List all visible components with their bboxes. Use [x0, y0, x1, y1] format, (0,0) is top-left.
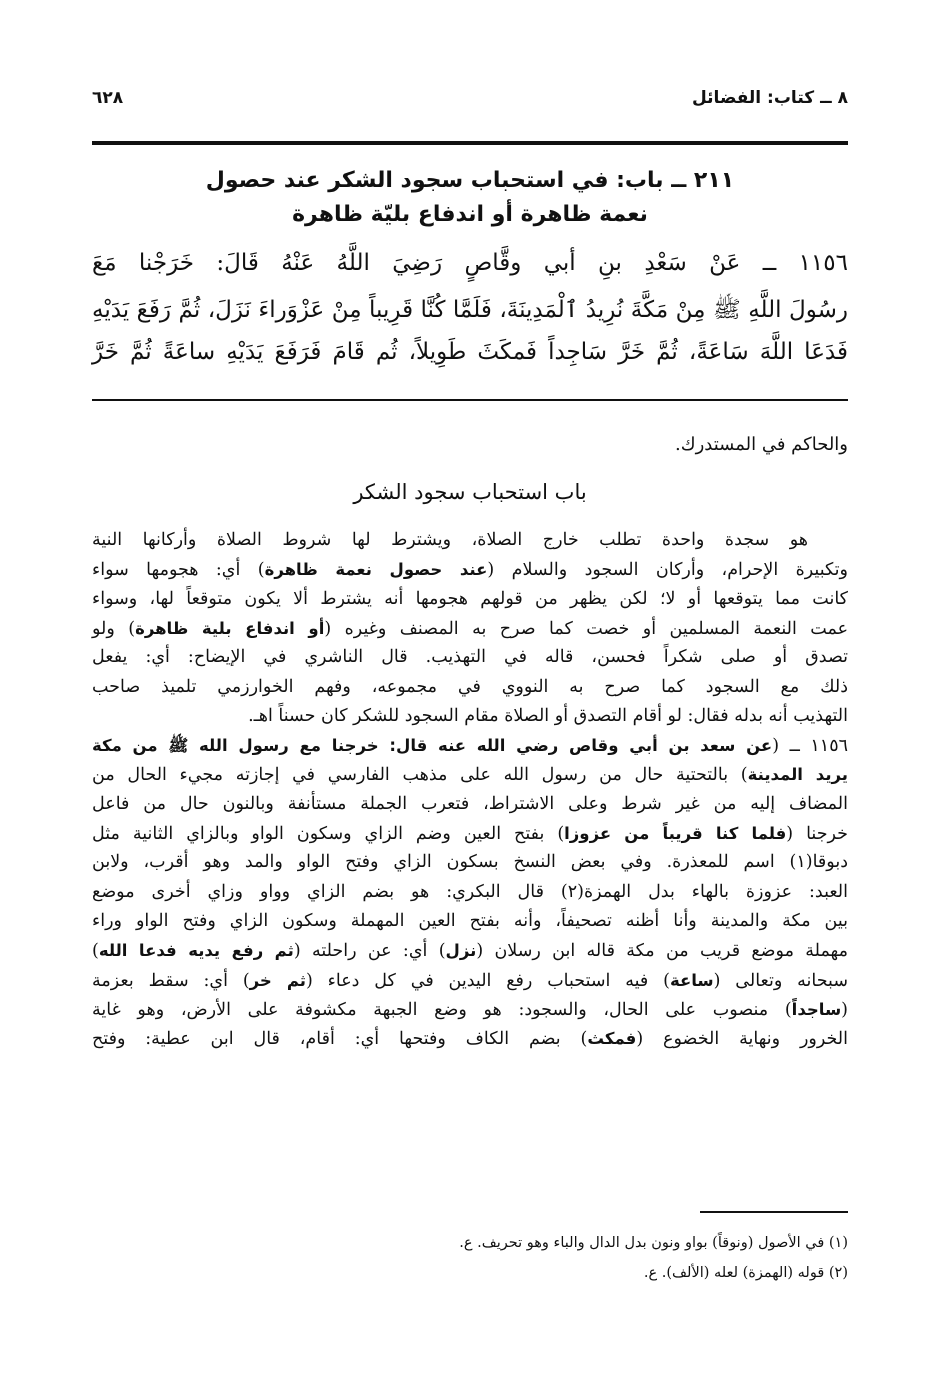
running-header-book-title: ٨ ــ كتاب: الفضائل [692, 88, 848, 108]
hadith-line: ١١٥٦ ــ عَنْ سَعْدِ بنِ أبي وقَّاصٍ رَضِيَ اللَّهُ عَنْهُ قَالَ: خَرَجْنا مَعَ [92, 250, 848, 276]
text-segment: ) أي: سقط بعزمة [92, 970, 250, 991]
carryover-line: والحاكم في المستدرك. [675, 434, 848, 455]
text-segment: المضاف إليه من غير شرط وعلى الاشتراط، فتعرب الجملة مستأنفة وبالنون حال من فاعل [92, 793, 848, 814]
bold-quoted-phrase: ثم خر [249, 970, 306, 990]
text-segment: تصدق أو صلى شكراً فحسن، قاله في التهذيب. قال الناشري في الإيضاح: أي: يفعل [92, 647, 848, 668]
body-line [92, 819, 848, 848]
body-line [92, 526, 848, 555]
text-segment: سبحانه وتعالى ( [713, 970, 848, 991]
body-line [92, 614, 848, 643]
text-segment: ذلك مع السجود كما صرح به النووي في مجموعه، وفهم الخوارزمي تلميذ صاحب [92, 676, 848, 697]
text-segment: العبد: عزوزة بالهاء بدل الهمزة(٢) قال البكري: هو بضم الزاي وواو وزاي أخرى موضع [92, 881, 848, 902]
body-line [92, 760, 848, 789]
bold-quoted-phrase: فلما كنا قريباً من عزوزا [564, 824, 787, 843]
footnote-2: (٢) قوله (الهمزة) لعله (الألف). ع. [643, 1265, 848, 1281]
body-line [92, 1024, 848, 1053]
body-line [92, 585, 848, 614]
bold-quoted-phrase: عن سعد بن أبي وقاص رضي الله عنه قال: خرجنا مع رسول الله ﷺ من مكة [92, 736, 773, 756]
commentary-heading: باب استحباب سجود الشكر [353, 480, 587, 504]
text-segment: ( [841, 999, 848, 1020]
body-line [92, 702, 848, 731]
chapter-title-line-1: ٢١١ ــ باب: في استحباب سجود الشكر عند حصول [205, 168, 735, 193]
text-segment: ) أي: عن راحلته ( [293, 941, 446, 962]
bold-quoted-phrase: أو اندفاع بلية ظاهرة [135, 618, 325, 638]
text-segment: دبوقا(١) اسم للمعذرة. وفي بعض النسخ بسكون الزاي وفتح الواو والمد وهو أقرب، ولابن [92, 852, 848, 873]
body-line [92, 995, 848, 1024]
footnote-rule [700, 1211, 848, 1213]
bold-quoted-phrase: يريد المدينة [747, 765, 848, 785]
text-segment: الخرور ونهاية الخضوع ( [636, 1029, 848, 1050]
body-line [92, 673, 848, 702]
body-line [92, 966, 848, 995]
text-segment: ) بالتحتية حال من رسول الله على مذهب الفارسي في إجازته مجيء الحال من [92, 765, 748, 786]
body-line [92, 936, 848, 965]
text-segment: بين مكة والمدينة وأنا أظنه تصحيفاً، وأنه بفتح العين المهملة وسكون الزاي وفتح الواو وراء [92, 910, 848, 931]
bold-quoted-phrase: ثم رفع يديه فدعا الله [98, 941, 294, 961]
header-rule [92, 141, 848, 145]
text-segment: ) ولو [92, 618, 136, 639]
body-line [92, 731, 848, 760]
text-segment: هو سجدة واحدة تطلب خارج الصلاة، ويشترط لها شروط الصلاة وأركانها النية [92, 530, 808, 550]
body-line [92, 643, 848, 672]
bold-quoted-phrase: ساجداً [791, 999, 842, 1019]
hadith-line: فَدَعَا اللَّهَ سَاعَةً، ثُمَّ خَرَّ سَاجِداً فَمكَثَ طَوِيلاً، ثُم قَامَ فَرَفَعَ يَدَيْهِ ساعَةً ثُمَّ خَرَّ [92, 339, 848, 365]
text-segment: عمت النعمة المسلمين أو خصت كما صرح به المصنف وغيره ( [324, 618, 849, 639]
chapter-title-line-2: نعمة ظاهرة أو اندفاع بليّة ظاهرة [292, 202, 648, 227]
text-segment: ) بفتح العين وضم الزاي وسكون الواو وبالزاي الثانية مثل [92, 824, 565, 844]
text-segment: التهذيب أنه بدله فقال: لو أقام التصدق أو الصلاة مقام السجود للشكر كان حسناً اهـ. [248, 705, 848, 726]
text-segment: ) فيه استحباب رفع اليدين في كل دعاء ( [306, 970, 670, 991]
bold-quoted-phrase: فمكث [587, 1029, 637, 1049]
text-segment: وتكبيرة الإحرام، وأركان السجود والسلام ( [487, 560, 848, 581]
hadith-line: رسُولَ اللَّهِ ﷺ مِنْ مَكَّةَ نُرِيدُ ٱلْمَدِينَةَ، فَلَمَّا كُنَّا قَرِيباً مِنْ عَزْوَراءَ نَزَلَ، ثُمَّ رَفَعَ يَدَيْهِ [92, 297, 848, 323]
text-segment: ) بضم الكاف وفتحها أي: أقام، قال ابن عطية: وفتح [92, 1029, 588, 1050]
text-segment: ) منصوب على الحال، والسجود: هو وضع الجبهة مكشوفة على الأرض، وهو غاية [92, 999, 792, 1020]
text-segment: خرجنا ( [786, 824, 848, 844]
text-segment: ) [92, 941, 99, 962]
page-number: ٦٢٨ [92, 88, 124, 108]
text-segment: ١١٥٦ ــ ( [772, 736, 848, 757]
body-line [92, 907, 848, 936]
text-segment: مهملة موضع قريب من مكة قاله ابن رسلان ( [476, 941, 848, 962]
footnote-1: (١) في الأصول (ونوقاً) بواو ونون بدل الدال والباء وهو تحريف. ع. [459, 1235, 848, 1251]
bold-quoted-phrase: عند حصول نعمة ظاهرة [264, 560, 488, 580]
text-segment: كانت مما يتوقعها أو لا؛ لكن يظهر من قولهم هجومها أنه يشترط ألا يكون متوقعاً لها، وسواء [92, 588, 848, 609]
hadith-rule [92, 399, 848, 401]
text-segment: ) أي: هجومها سواء [92, 560, 265, 581]
body-line [92, 848, 848, 877]
bold-quoted-phrase: ساعة [669, 970, 714, 990]
body-line [92, 790, 848, 819]
body-line [92, 555, 848, 584]
bold-quoted-phrase: نزل [445, 941, 477, 961]
body-line [92, 878, 848, 907]
